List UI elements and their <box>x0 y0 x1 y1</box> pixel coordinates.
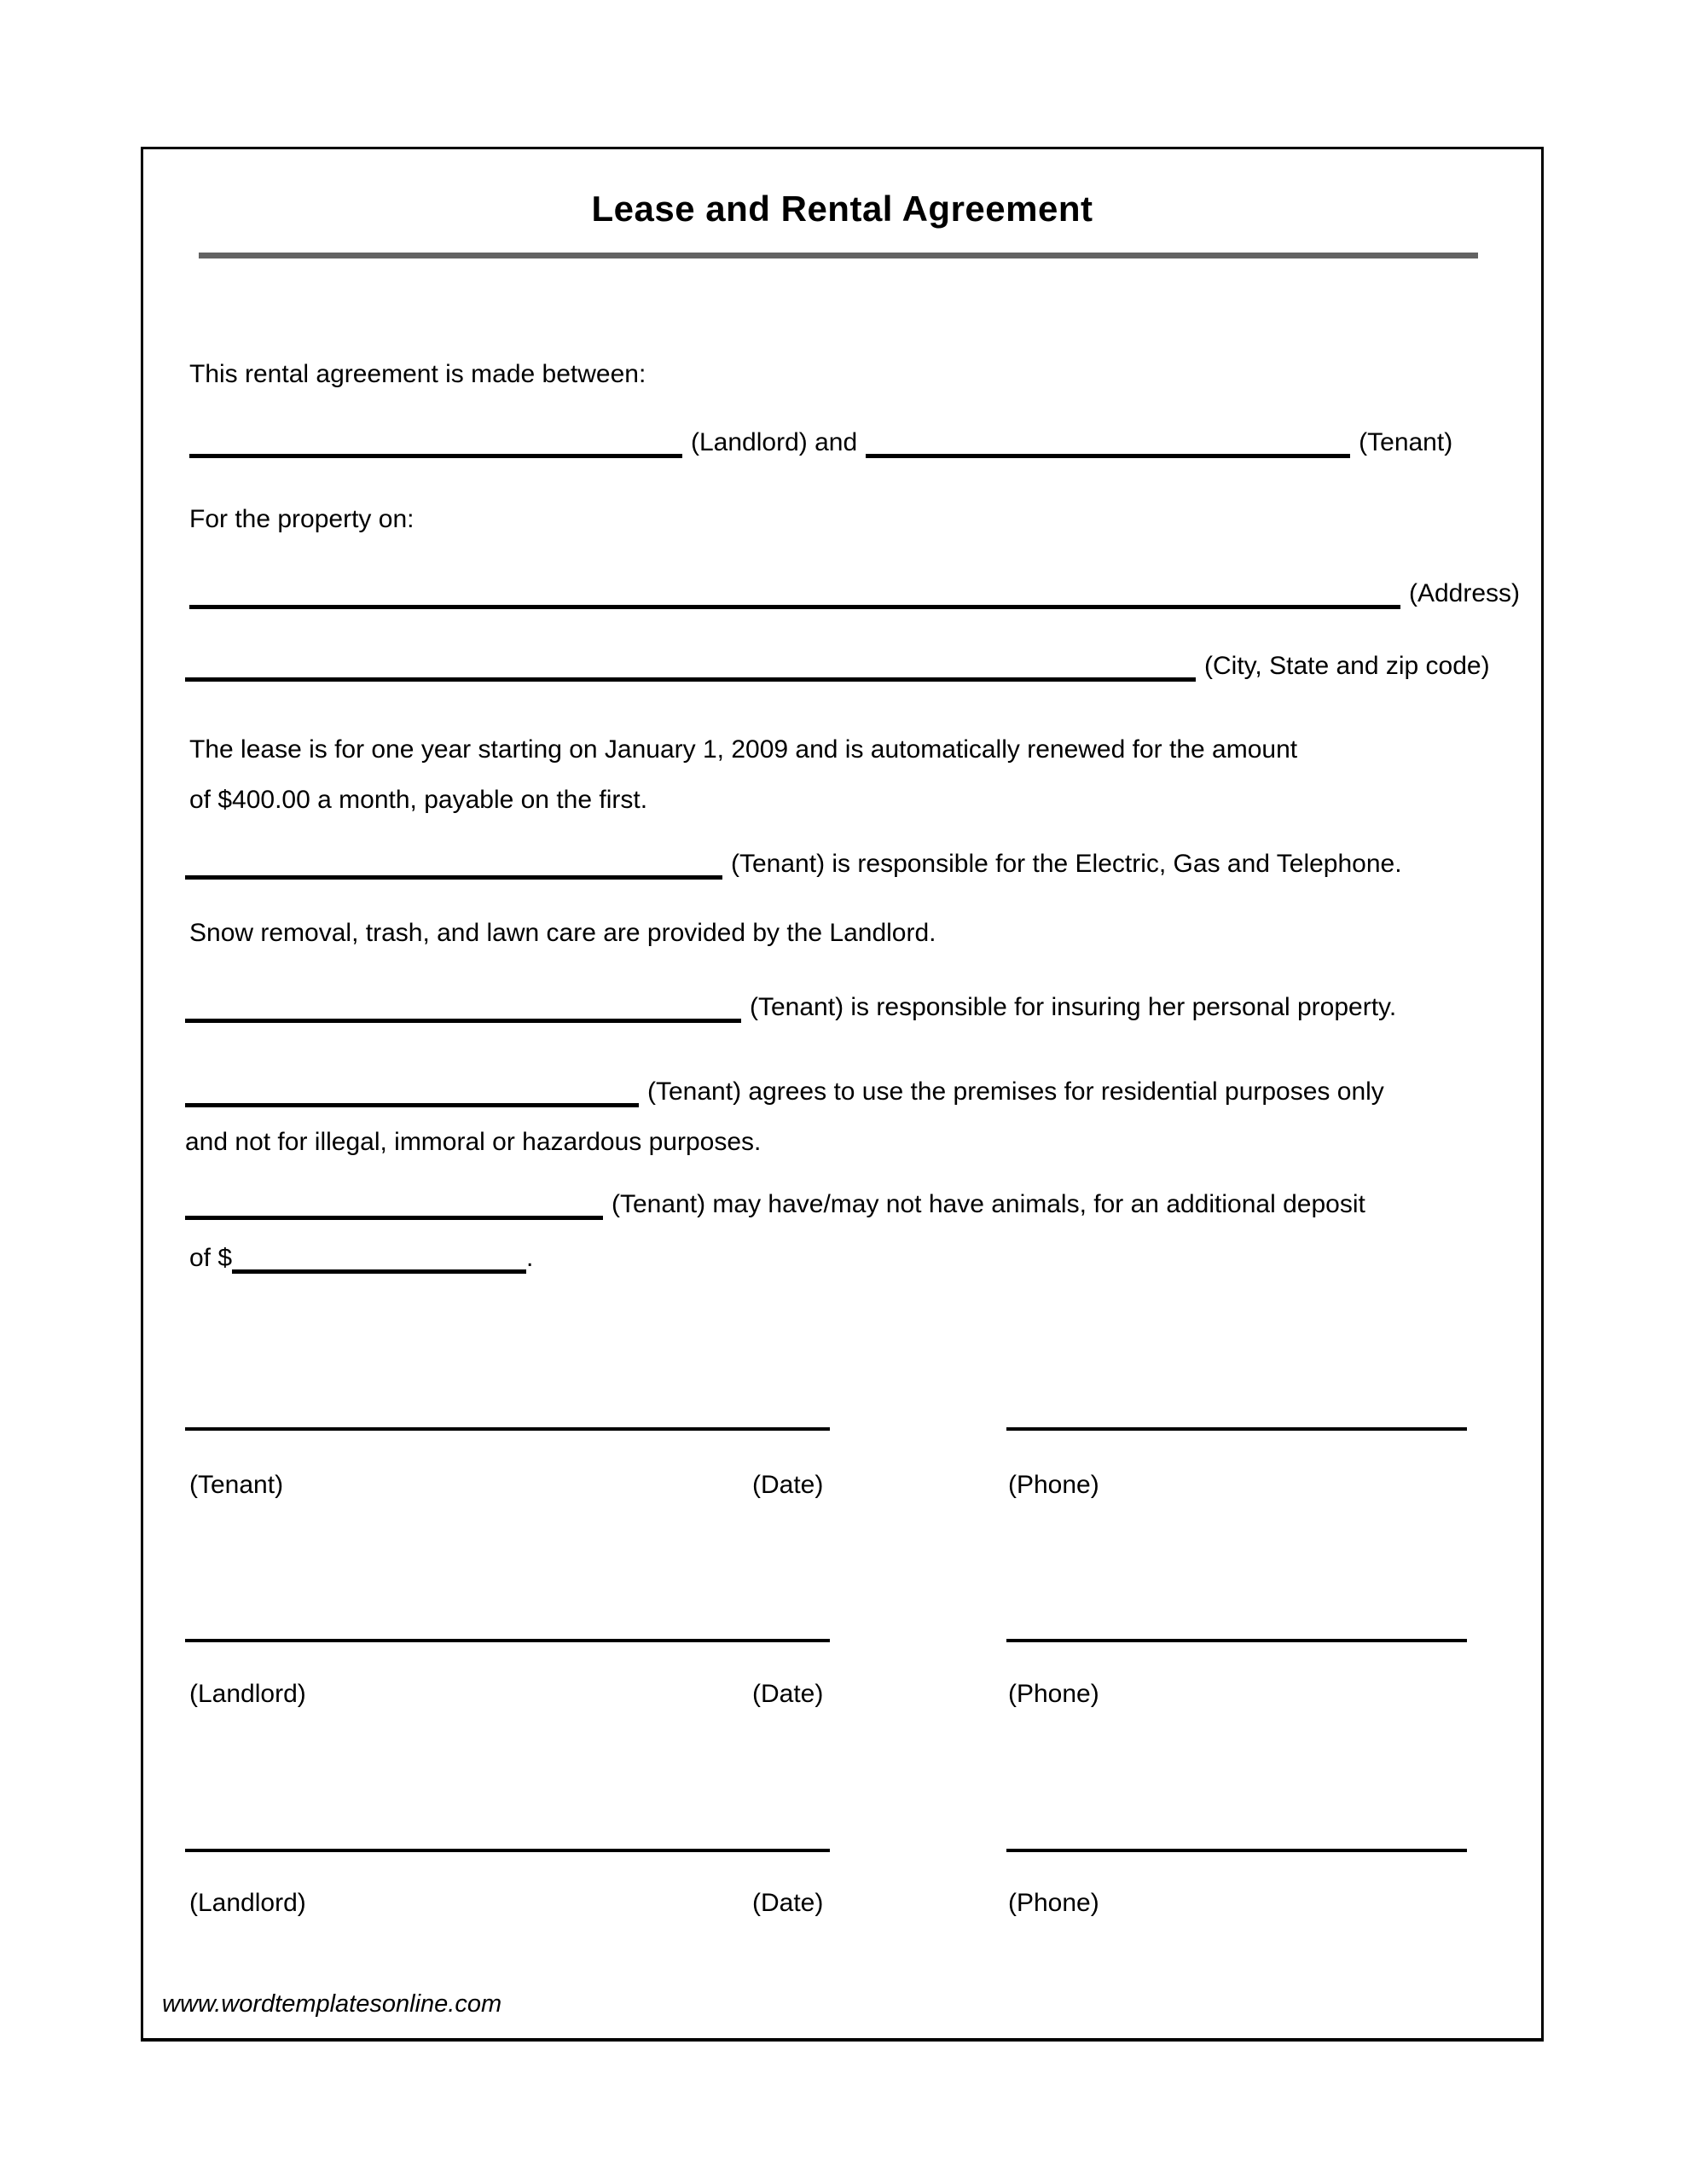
utilities-clause: (Tenant) is responsible for the Electric, Gas and Telephone. <box>731 850 1402 878</box>
tenant-signature-line[interactable] <box>185 1427 830 1431</box>
signature-role-label: (Tenant) <box>189 1471 284 1499</box>
utilities-clause-row <box>185 848 1402 880</box>
tenant-phone-line[interactable] <box>1006 1427 1467 1431</box>
signature-phone-label: (Phone) <box>1008 1680 1099 1708</box>
signature-date-label: (Date) <box>752 1471 824 1499</box>
tenant-name-blank[interactable] <box>866 430 1350 458</box>
deposit-suffix: . <box>526 1244 534 1272</box>
address-row <box>189 578 1520 610</box>
signature-phone-label: (Phone) <box>1008 1889 1099 1917</box>
city-row <box>185 650 1490 682</box>
signature-date-label: (Date) <box>752 1680 824 1708</box>
landlord1-signature-line[interactable] <box>185 1639 830 1642</box>
landlord1-phone-line[interactable] <box>1006 1639 1467 1642</box>
services-clause: Snow removal, trash, and lawn care are provided by the Landlord. <box>189 919 936 947</box>
lease-terms-line2: of $400.00 a month, payable on the first. <box>189 786 648 814</box>
animals-tenant-blank[interactable] <box>185 1192 603 1220</box>
title-underline-rule <box>199 253 1478 258</box>
property-heading: For the property on: <box>189 505 415 533</box>
site-footer: www.wordtemplatesonline.com <box>162 1990 502 2018</box>
deposit-row <box>189 1242 533 1275</box>
insurance-clause: (Tenant) is responsible for insuring her personal property. <box>750 993 1397 1021</box>
signature-role-label: (Landlord) <box>189 1889 306 1917</box>
landlord2-phone-line[interactable] <box>1006 1849 1467 1852</box>
address-label: (Address) <box>1409 579 1521 607</box>
utilities-tenant-blank[interactable] <box>185 851 722 880</box>
deposit-prefix: of $ <box>189 1244 233 1272</box>
landlord-label: (Landlord) and <box>691 428 858 456</box>
tenant-label: (Tenant) <box>1359 428 1453 456</box>
signature-phone-label: (Phone) <box>1008 1471 1099 1499</box>
city-state-zip-label: (City, State and zip code) <box>1204 652 1490 680</box>
lease-terms-line1: The lease is for one year starting on January 1, 2009 and is automatically renewed for the amount <box>189 735 1298 764</box>
deposit-amount-blank[interactable] <box>232 1246 526 1274</box>
city-state-zip-blank[interactable] <box>185 653 1196 682</box>
residential-clause-line1: (Tenant) agrees to use the premises for residential purposes only <box>647 1077 1384 1106</box>
address-blank[interactable] <box>189 581 1400 609</box>
animals-clause-line1: (Tenant) may have/may not have animals, for an additional deposit <box>612 1190 1365 1218</box>
parties-row <box>189 427 1452 459</box>
signature-role-label: (Landlord) <box>189 1680 306 1708</box>
residential-clause-line2: and not for illegal, immoral or hazardous purposes. <box>185 1128 762 1156</box>
document-border <box>141 147 1544 2042</box>
landlord-name-blank[interactable] <box>189 430 682 458</box>
intro-paragraph: This rental agreement is made between: <box>189 360 646 388</box>
insurance-clause-row <box>185 991 1396 1024</box>
landlord2-signature-line[interactable] <box>185 1849 830 1852</box>
signature-date-label: (Date) <box>752 1889 824 1917</box>
residential-tenant-blank[interactable] <box>185 1079 639 1107</box>
animals-clause-row <box>185 1188 1365 1221</box>
page-title: Lease and Rental Agreement <box>591 189 1093 229</box>
residential-clause-row <box>185 1066 1384 1167</box>
lease-terms-paragraph <box>189 724 1297 825</box>
insurance-tenant-blank[interactable] <box>185 995 741 1023</box>
